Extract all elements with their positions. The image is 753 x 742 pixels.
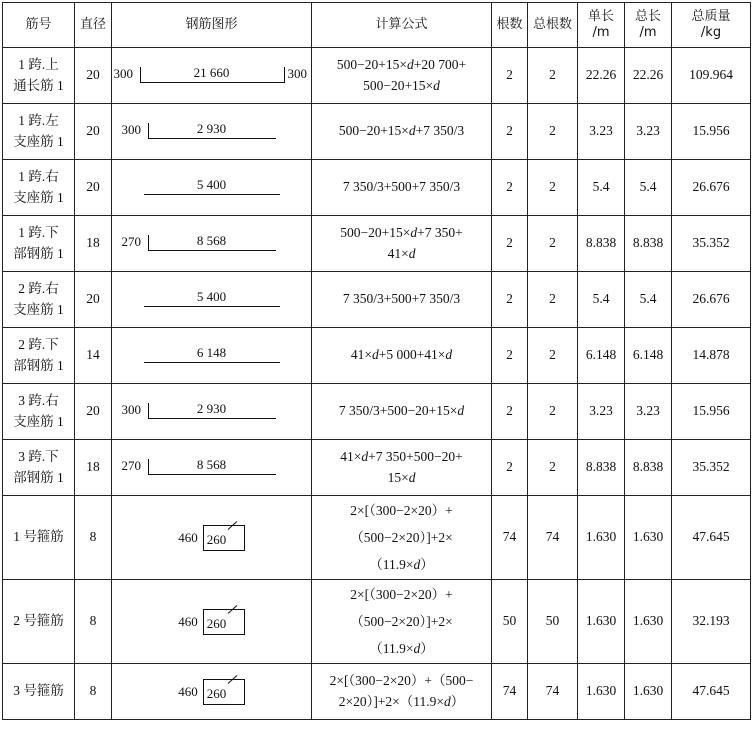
header-total-count: 总根数 [528, 3, 578, 48]
stirrup-hook [227, 521, 237, 530]
rebar-formula: 7 350/3+500+7 350/3 [312, 272, 492, 328]
header-diameter: 直径 [75, 3, 112, 48]
rebar-line [148, 250, 276, 251]
rebar-length: 2 930 [196, 400, 227, 416]
stirrup-hook [227, 605, 237, 614]
rebar-name: 2 号箍筋 [3, 580, 75, 664]
rebar-total-count: 2 [528, 160, 578, 216]
table-row [3, 104, 751, 160]
rebar-total-length: 3.23 [625, 104, 672, 160]
rebar-count: 50 [492, 580, 528, 664]
header-total-length: 总长 /m [625, 3, 672, 48]
rebar-length: 8 568 [196, 456, 227, 472]
rebar-name: 2 跨.下 部钢筋 1 [3, 328, 75, 384]
rebar-formula: 2×[（300−2×20）+（500− 2×20）]+2×（11.9×d） [312, 664, 492, 720]
header-unit-length: 单长 /m [578, 3, 625, 48]
rebar-total-length: 8.838 [625, 216, 672, 272]
rebar-total-count: 2 [528, 440, 578, 496]
header-total-mass: 总质量 /kg [672, 3, 751, 48]
rebar-total-length: 1.630 [625, 664, 672, 720]
rebar-unit-length: 5.4 [578, 160, 625, 216]
stirrup-outer-dim: 460 [178, 613, 198, 629]
rebar-unit-length: 1.630 [578, 580, 625, 664]
rebar-shape [112, 48, 312, 104]
rebar-diameter: 18 [75, 216, 112, 272]
rebar-unit-length: 5.4 [578, 272, 625, 328]
rebar-count: 2 [492, 104, 528, 160]
rebar-diameter: 18 [75, 440, 112, 496]
hook-length-left: 300 [113, 65, 133, 81]
rebar-name: 1 号箍筋 [3, 496, 75, 580]
rebar-shape [112, 104, 312, 160]
rebar-total-mass: 47.645 [672, 664, 751, 720]
rebar-diameter: 8 [75, 664, 112, 720]
rebar-total-length: 5.4 [625, 160, 672, 216]
rebar-total-length: 3.23 [625, 384, 672, 440]
table-row [3, 328, 751, 384]
rebar-unit-length: 22.26 [578, 48, 625, 104]
hook-length-left: 270 [121, 233, 141, 249]
rebar-total-length: 1.630 [625, 580, 672, 664]
rebar-length: 21 660 [193, 64, 230, 80]
rebar-line [148, 138, 276, 139]
rebar-line [144, 194, 280, 195]
rebar-shape-diagram [116, 285, 308, 315]
rebar-diameter: 20 [75, 104, 112, 160]
stirrup-box [203, 609, 245, 635]
rebar-length: 2 930 [196, 120, 227, 136]
rebar-total-count: 2 [528, 104, 578, 160]
rebar-unit-length: 8.838 [578, 440, 625, 496]
rebar-unit-length: 3.23 [578, 384, 625, 440]
rebar-shape [112, 160, 312, 216]
rebar-diameter: 14 [75, 328, 112, 384]
rebar-count: 2 [492, 440, 528, 496]
rebar-total-mass: 15.956 [672, 384, 751, 440]
stirrup-inner-dim: 260 [206, 616, 227, 631]
rebar-shape-diagram [116, 173, 308, 203]
header-name: 筋号 [3, 3, 75, 48]
rebar-line [144, 362, 280, 363]
rebar-name: 3 号箍筋 [3, 664, 75, 720]
rebar-diameter: 20 [75, 160, 112, 216]
rebar-shape [112, 440, 312, 496]
rebar-total-count: 50 [528, 580, 578, 664]
table-row [3, 440, 751, 496]
header-formula: 计算公式 [312, 3, 492, 48]
rebar-formula: 2×[（300−2×20）+ （500−2×20）]+2× （11.9×d） [312, 496, 492, 580]
rebar-diameter: 20 [75, 48, 112, 104]
rebar-shape [112, 664, 312, 720]
rebar-shape [112, 272, 312, 328]
rebar-total-count: 2 [528, 272, 578, 328]
hook-length-left: 270 [121, 457, 141, 473]
stirrup-box [203, 679, 245, 705]
header-count: 根数 [492, 3, 528, 48]
hook-length-right: 300 [287, 65, 307, 81]
table-row [3, 160, 751, 216]
rebar-total-mass: 47.645 [672, 496, 751, 580]
stirrup-diagram [178, 609, 245, 635]
table-row [3, 384, 751, 440]
rebar-formula: 500−20+15×d+7 350/3 [312, 104, 492, 160]
rebar-line [144, 306, 280, 307]
rebar-unit-length: 3.23 [578, 104, 625, 160]
rebar-total-mass: 26.676 [672, 160, 751, 216]
rebar-shape [112, 496, 312, 580]
rebar-count: 2 [492, 160, 528, 216]
rebar-total-mass: 35.352 [672, 216, 751, 272]
rebar-unit-length: 8.838 [578, 216, 625, 272]
stirrup-box [203, 525, 245, 551]
rebar-shape [112, 580, 312, 664]
rebar-name: 1 跨.上 通长筋 1 [3, 48, 75, 104]
rebar-total-mass: 15.956 [672, 104, 751, 160]
rebar-shape-diagram [116, 117, 308, 147]
rebar-shape [112, 328, 312, 384]
rebar-total-length: 5.4 [625, 272, 672, 328]
table-row [3, 216, 751, 272]
stirrup-diagram [178, 525, 245, 551]
rebar-name: 3 跨.下 部钢筋 1 [3, 440, 75, 496]
rebar-name: 2 跨.右 支座筋 1 [3, 272, 75, 328]
rebar-diameter: 8 [75, 580, 112, 664]
rebar-total-length: 1.630 [625, 496, 672, 580]
rebar-total-length: 6.148 [625, 328, 672, 384]
rebar-total-mass: 26.676 [672, 272, 751, 328]
rebar-formula: 7 350/3+500−20+15×d [312, 384, 492, 440]
table-row [3, 48, 751, 104]
rebar-shape-diagram [116, 341, 308, 371]
rebar-count: 74 [492, 496, 528, 580]
rebar-shape-diagram [116, 229, 308, 259]
rebar-total-mass: 109.964 [672, 48, 751, 104]
hook-right [284, 67, 285, 83]
rebar-total-count: 74 [528, 496, 578, 580]
rebar-line [148, 474, 276, 475]
rebar-unit-length: 1.630 [578, 496, 625, 580]
rebar-formula: 41×d+5 000+41×d [312, 328, 492, 384]
stirrup-diagram [178, 679, 245, 705]
rebar-count: 74 [492, 664, 528, 720]
rebar-formula: 500−20+15×d+20 700+ 500−20+15×d [312, 48, 492, 104]
rebar-formula: 7 350/3+500+7 350/3 [312, 160, 492, 216]
rebar-schedule-table [2, 2, 751, 720]
rebar-formula: 41×d+7 350+500−20+ 15×d [312, 440, 492, 496]
rebar-formula: 500−20+15×d+7 350+ 41×d [312, 216, 492, 272]
header-shape: 钢筋图形 [112, 3, 312, 48]
rebar-total-mass: 14.878 [672, 328, 751, 384]
rebar-line [148, 418, 276, 419]
rebar-unit-length: 1.630 [578, 664, 625, 720]
hook-length-left: 300 [121, 401, 141, 417]
rebar-shape [112, 384, 312, 440]
rebar-total-count: 2 [528, 216, 578, 272]
rebar-total-length: 8.838 [625, 440, 672, 496]
rebar-total-count: 2 [528, 48, 578, 104]
rebar-total-length: 22.26 [625, 48, 672, 104]
table-row [3, 664, 751, 720]
rebar-count: 2 [492, 216, 528, 272]
rebar-name: 3 跨.右 支座筋 1 [3, 384, 75, 440]
rebar-length: 5 400 [196, 176, 227, 192]
rebar-diameter: 20 [75, 384, 112, 440]
rebar-total-count: 2 [528, 384, 578, 440]
rebar-length: 5 400 [196, 288, 227, 304]
rebar-diameter: 8 [75, 496, 112, 580]
stirrup-inner-dim: 260 [206, 532, 227, 547]
table-row [3, 580, 751, 664]
rebar-count: 2 [492, 272, 528, 328]
stirrup-outer-dim: 460 [178, 683, 198, 699]
rebar-name: 1 跨.下 部钢筋 1 [3, 216, 75, 272]
stirrup-inner-dim: 260 [206, 686, 227, 701]
table-row [3, 272, 751, 328]
stirrup-hook [227, 675, 237, 684]
rebar-line [140, 82, 284, 83]
header-row [3, 3, 751, 48]
rebar-shape-diagram [116, 397, 308, 427]
rebar-count: 2 [492, 328, 528, 384]
rebar-shape-diagram [116, 453, 308, 483]
rebar-count: 2 [492, 48, 528, 104]
rebar-formula: 2×[（300−2×20）+ （500−2×20）]+2× （11.9×d） [312, 580, 492, 664]
rebar-total-mass: 32.193 [672, 580, 751, 664]
stirrup-outer-dim: 460 [178, 529, 198, 545]
rebar-total-count: 74 [528, 664, 578, 720]
rebar-length: 8 568 [196, 232, 227, 248]
rebar-length: 6 148 [196, 344, 227, 360]
rebar-diameter: 20 [75, 272, 112, 328]
rebar-total-count: 2 [528, 328, 578, 384]
table-row [3, 496, 751, 580]
rebar-count: 2 [492, 384, 528, 440]
rebar-total-mass: 35.352 [672, 440, 751, 496]
rebar-shape-diagram [113, 61, 308, 91]
hook-length-left: 300 [121, 121, 141, 137]
rebar-shape [112, 216, 312, 272]
rebar-unit-length: 6.148 [578, 328, 625, 384]
rebar-name: 1 跨.左 支座筋 1 [3, 104, 75, 160]
rebar-name: 1 跨.右 支座筋 1 [3, 160, 75, 216]
